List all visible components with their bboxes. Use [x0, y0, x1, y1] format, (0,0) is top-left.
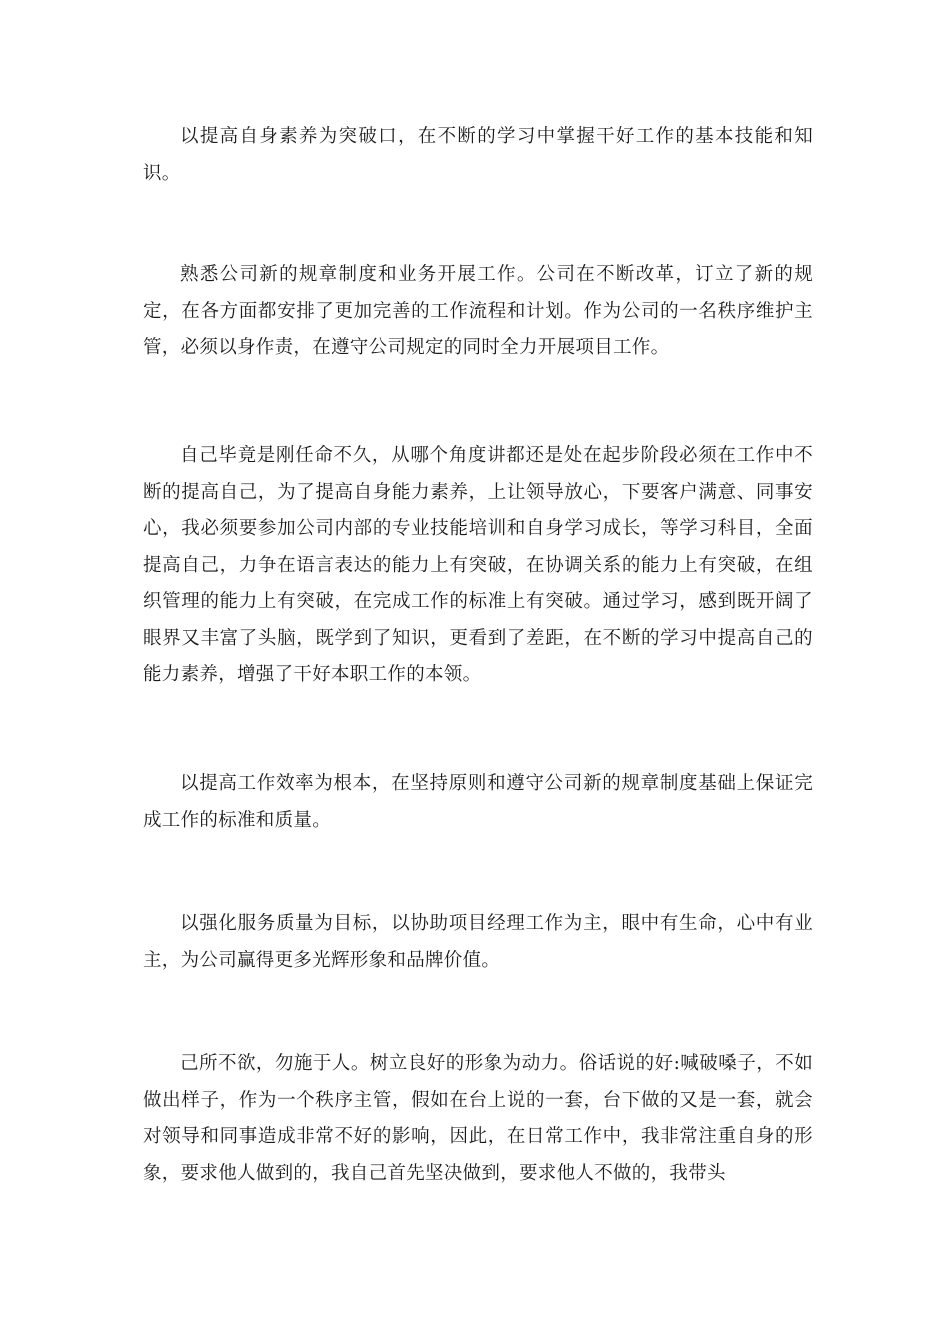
paragraph-work-efficiency: 以提高工作效率为根本，在坚持原则和遵守公司新的规章制度基础上保证完成工作的标准和质量。 [143, 773, 813, 831]
paragraph-learning: 自己毕竟是刚任命不久，从哪个角度讲都还是处在起步阶段必须在工作中不断的提高自己，为了提高自身能力素养，上让领导放心，下要客户满意、同事安心，我必须要参加公司内部的专业技能培训和自身学习成长，等学习科目，全面提高自己，力争在语言表达的能力上有突破，在协调关系的能力上有突破，在组织管理的能力上有突破，在完成工作的标准上有突破。通过学习，感到既开阔了眼界又丰富了头脑，既学到了知识，更看到了差距，在不断的学习中提高自己的能力素养，增强了干好本职工作的本领。 [143, 445, 813, 685]
paragraph-service-quality: 以强化服务质量为目标，以协助项目经理工作为主，眼中有生命，心中有业主，为公司赢得更多光辉形象和品牌价值。 [143, 913, 813, 971]
paragraph-company-rules: 熟悉公司新的规章制度和业务开展工作。公司在不断改革，订立了新的规定，在各方面都安排了更加完善的工作流程和计划。作为公司的一名秩序维护主管，必须以身作责，在遵守公司规定的同时全力开展项目工作。 [143, 264, 813, 358]
paragraph-self-improvement: 以提高自身素养为突破口，在不断的学习中掌握干好工作的基本技能和知识。 [143, 126, 813, 184]
paragraph-good-image: 己所不欲，勿施于人。树立良好的形象为动力。俗话说的好:喊破嗓子，不如做出样子，作为一个秩序主管，假如在台上说的一套，台下做的又是一套，就会对领导和同事造成非常不好的影响，因此，在日常工作中，我非常注重自身的形象，要求他人做到的，我自己首先坚决做到，要求他人不做的，我带头 [143, 1053, 813, 1184]
